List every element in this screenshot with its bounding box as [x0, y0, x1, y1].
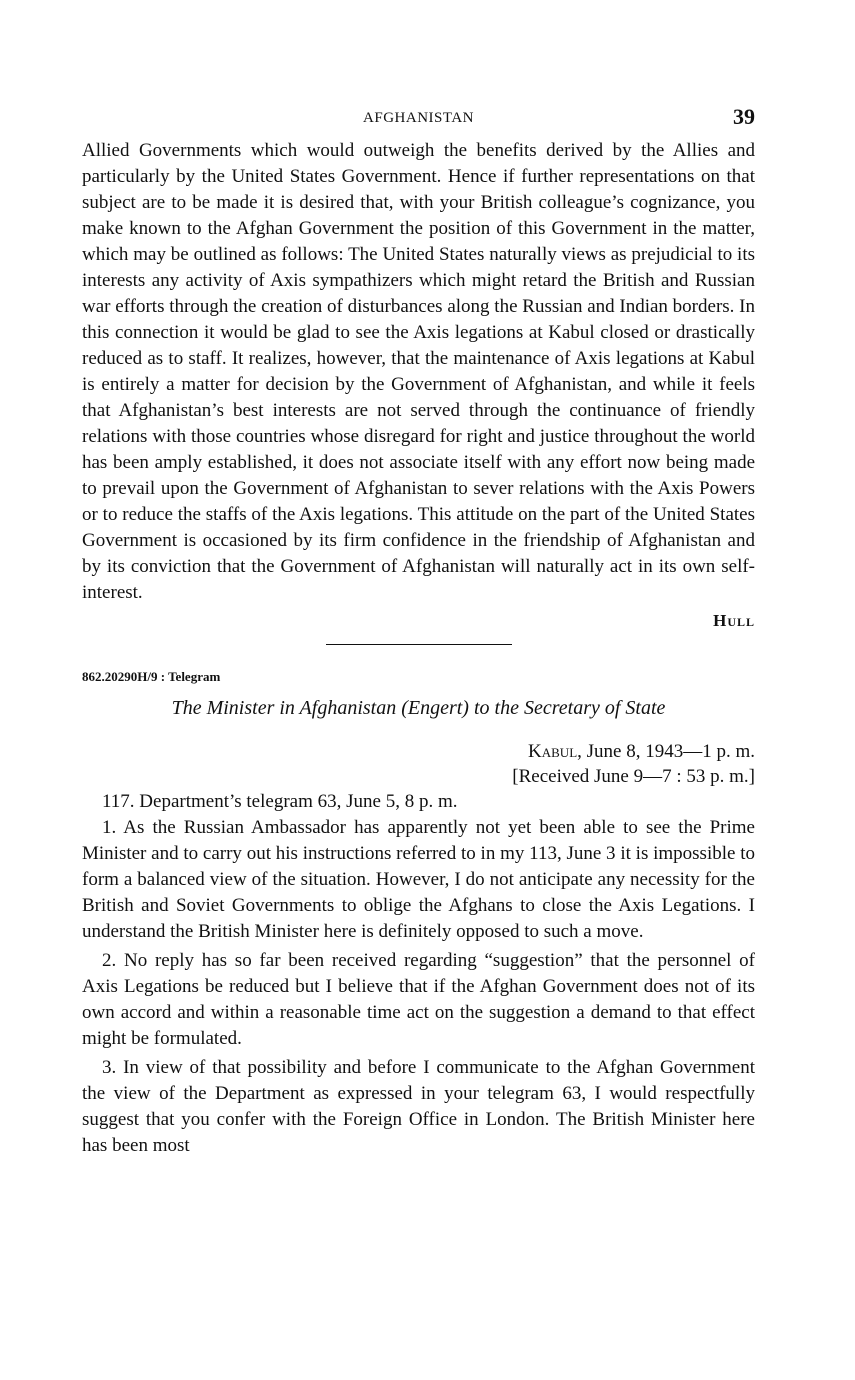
dateline-date: , June 8, 1943—1 p. m. [577, 741, 755, 762]
document-heading: The Minister in Afghanistan (Engert) to the Secretary of State [171, 697, 666, 719]
telegram-reference-paragraph: 117. Department’s telegram 63, June 5, 8 p. m. [102, 791, 458, 812]
document-page [82, 100, 755, 1159]
dateline-place: Kabul [528, 741, 578, 762]
signature: Hull [713, 611, 755, 630]
dateline-received: [Received June 9—7 : 53 p. m.] [512, 766, 755, 787]
body-paragraph-2: 2. No reply has so far been received regarding “suggestion” that the personnel of Axis Legations be reduced but I believe that if the Afghan Government does not of its own accord and within a reasonable time act on the suggestion a demand to that effect might be formulated. [82, 950, 755, 1049]
running-head [82, 100, 755, 138]
page-number: 39 [733, 104, 755, 129]
body-paragraph-1: 1. As the Russian Ambassador has apparently not yet been able to see the Prime Minister and to carry out his instructions referred to in my 113, June 3 it is impossible to form a balanced view of the situation. However, I do not anticipate any necessity for the British and Soviet Governments to oblige the Afghans to close the Axis Legations. I understand the British Minister here is definitely opposed to such a move. [82, 817, 755, 942]
body-paragraph-3: 3. In view of that possibility and before I communicate to the Afghan Government the view of the Department as expressed in your telegram 63, I would respectfully suggest that you confer with the Foreign Office in London. The British Minister here has been most [82, 1057, 755, 1156]
dateline [82, 739, 755, 789]
file-reference: 862.20290H/9 : Telegram [82, 669, 221, 684]
section-divider [326, 644, 512, 645]
dateline-sent [82, 739, 755, 764]
continuation-paragraph: Allied Governments which would outweigh the benefits derived by the Allies and particularly by the United States Government. Hence if further representations on that subject are to be made it is desired that, with your British colleague’s cognizance, you make known to the Afghan Government the position of this Government in the matter, which may be outlined as follows: The United States naturally views as prejudicial to its interests any activity of Axis sympathizers which might retard the British and Russian war efforts through the creation of disturbances along the Russian and Indian borders. In this connection it would be glad to see the Axis legations at Kabul closed or drastically reduced as to staff. It realizes, however, that the maintenance of Axis legations at Kabul is entirely a matter for decision by the Government of Afghanistan, and while it feels that Afghanistan’s best interests are not served through the continuance of friendly relations with those countries whose disregard for right and justice throughout the world has been amply established, it does not associate itself with any effort now being made to prevail upon the Government of Afghanistan to sever relations with the Axis Powers or to reduce the staffs of the Axis legations. This attitude on the part of the United States Government is occasioned by its firm confidence in the friendship of Afghanistan and by its conviction that the Government of Afghanistan will naturally act in its own self-interest. [82, 140, 755, 603]
running-title: AFGHANISTAN [363, 110, 474, 126]
